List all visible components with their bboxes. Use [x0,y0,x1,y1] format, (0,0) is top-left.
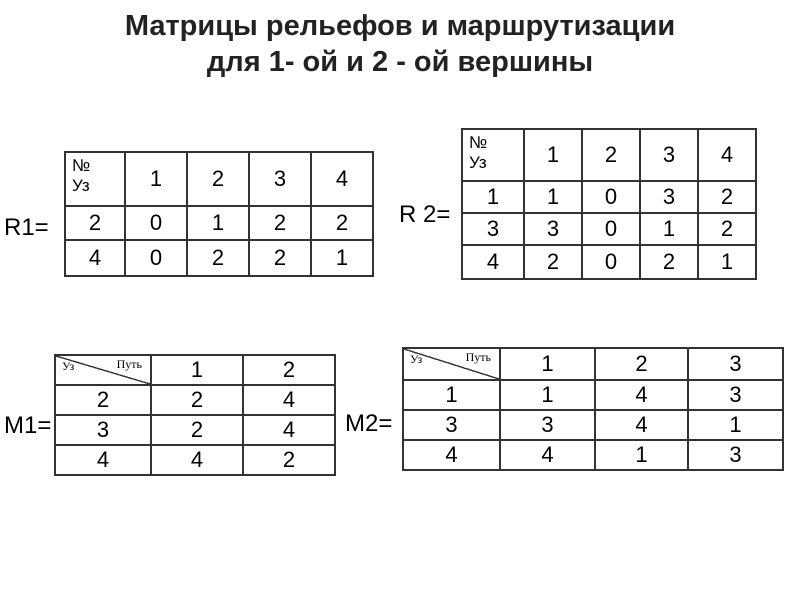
title-line-2: для 1- ой и 2 - ой вершины [206,46,594,78]
r2-header-cell: 3 [640,129,698,181]
r1-header-cell: 3 [249,152,311,206]
m1-corner-cell [55,355,151,385]
r1-header-cell: 2 [187,152,249,206]
r1-cell: 2 [187,240,249,276]
m2-cell: 4 [595,380,688,410]
m1-cell: 2 [151,385,243,415]
m2-corner-path: Путь [465,350,491,364]
r1-cell: 2 [249,206,311,240]
slide-title [0,8,800,80]
r2-corner-node: Уз [469,153,487,172]
r2-cell: 0 [582,213,640,245]
m2-corner-node: Уз [410,352,423,366]
r2-row-node: 3 [462,213,524,245]
r2-cell: 2 [524,245,582,279]
m2-cell: 1 [688,410,783,440]
m2-corner-cell [403,348,500,380]
r2-matrix [461,128,757,280]
title-line-1: Матрицы рельефов и маршрутизации [124,10,676,42]
r1-cell: 1 [187,206,249,240]
r2-cell: 1 [698,245,756,279]
r1-cell: 2 [249,240,311,276]
r2-corner-cell [462,129,524,181]
r1-cell: 2 [311,206,373,240]
r1-label: R1= [4,214,49,241]
m1-row-node: 4 [55,445,151,475]
m1-corner-node: Уз [62,359,75,373]
r2-header-cell: 1 [524,129,582,181]
m2-cell: 3 [500,410,595,440]
m2-cell: 1 [595,440,688,470]
m1-cell: 4 [151,445,243,475]
m2-row-node: 3 [403,410,500,440]
m2-matrix [402,347,784,471]
m1-header-cell: 2 [243,355,335,385]
r2-cell: 0 [582,181,640,213]
m1-cell: 4 [243,415,335,445]
r2-cell: 3 [524,213,582,245]
r1-row-node: 2 [65,206,125,240]
r1-header-cell: 4 [311,152,373,206]
m2-row-node: 4 [403,440,500,470]
m2-cell: 3 [688,380,783,410]
r1-cell: 0 [125,206,187,240]
r2-row-node: 4 [462,245,524,279]
m1-row-node: 3 [55,415,151,445]
m1-cell: 2 [243,445,335,475]
r2-row-node: 1 [462,181,524,213]
r1-matrix [64,151,374,277]
r2-corner-number-sign: № [469,133,488,152]
m1-matrix [54,354,336,476]
m1-cell: 4 [243,385,335,415]
r1-corner-node: Уз [72,176,90,195]
r1-cell: 0 [125,240,187,276]
m2-row-node: 1 [403,380,500,410]
r2-label: R 2= [399,201,451,228]
m2-header-cell: 2 [595,348,688,380]
m1-row-node: 2 [55,385,151,415]
r1-row-node: 4 [65,240,125,276]
r1-corner-cell [65,152,125,206]
m1-label: M1= [4,412,52,439]
r1-cell: 1 [311,240,373,276]
r2-cell: 2 [640,245,698,279]
m1-cell: 2 [151,415,243,445]
r2-cell: 1 [640,213,698,245]
m2-cell: 4 [500,440,595,470]
r2-header-cell: 2 [582,129,640,181]
m2-label: M2= [345,410,393,437]
r1-header-cell: 1 [125,152,187,206]
m2-cell: 3 [688,440,783,470]
m1-corner-path: Путь [116,357,142,371]
r2-cell: 3 [640,181,698,213]
r2-cell: 2 [698,213,756,245]
m2-header-cell: 3 [688,348,783,380]
m2-header-cell: 1 [500,348,595,380]
r2-cell: 2 [698,181,756,213]
r2-header-cell: 4 [698,129,756,181]
r2-cell: 0 [582,245,640,279]
m2-cell: 4 [595,410,688,440]
r2-cell: 1 [524,181,582,213]
m2-cell: 1 [500,380,595,410]
r1-corner-number-sign: № [72,156,91,175]
m1-header-cell: 1 [151,355,243,385]
